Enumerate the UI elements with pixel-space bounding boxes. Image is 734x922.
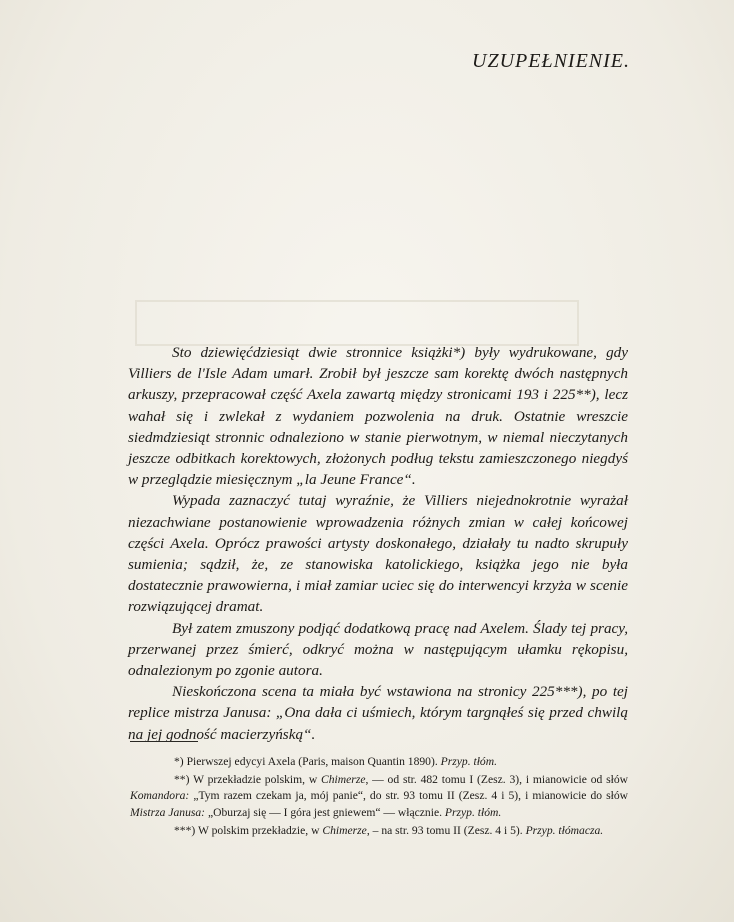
footnote-2-text-b: , — od str. 482 tomu I (Zesz. 3), i mianowicie od słów [365,773,628,787]
footnote-3-signature: Przyp. tłómacza. [525,823,604,837]
footnote-2-speaker-2: Mistrza Janusa: [130,805,206,819]
footnote-3-work: Chimerze [322,823,367,837]
footnote-3-text-b: , – na str. 93 tomu II (Zesz. 4 i 5). [366,823,523,837]
paragraph-2: Wypada zaznaczyć tutaj wyraźnie, że Villiers niejednokrotnie wyrażał niezachwiane postanowienie wprowadzenia różnych zmian w całej końcowej części Axela. Oprócz prawości artysty doskonałego, działały tu nadto skrupuły sumienia; sądził, że, ze stanowiska katolickiego, książka jego nie była dostatecznie prawowierna, i miał zamiar uciec się do interwencyi krzyża w scenie rozwiązującej dramat. [128,492,628,616]
footnote-3-text-a: W polskim przekładzie, w [197,823,320,837]
footnote-1-signature: Przyp. tłóm. [440,755,497,768]
body-text [128,342,628,745]
footnotes [130,754,628,841]
footnote-1-marker: *) [174,755,184,768]
footnote-2-work: Chimerze [321,773,366,787]
paragraph-3: Był zatem zmuszony podjąć dodatkową pracę nad Axelem. Ślady tej pracy, przerwanej przez śmierć, odkryć można w następującym ułamku rękopisu, odnalezionym po zgonie autora. [128,619,628,680]
footnote-rule [130,741,198,742]
footnote-3 [130,823,628,839]
footnote-2 [130,772,628,821]
footnote-2-text-d: „Oburzaj się — I góra jest gniewem“ — włącznie. [207,805,442,819]
footnote-2-text-a: W przekładzie polskim, w [193,773,318,787]
footnote-2-text-c: „Tym razem czekam ja, mój panie“, do str. 93 tomu II (Zesz. 4 i 5), i mianowicie do słów [193,789,629,803]
footnote-2-signature: Przyp. tłóm. [444,805,502,819]
footnote-1-text: Pierwszej edycyi Axela (Paris, maison Quantin 1890). [186,755,438,768]
footnote-2-speaker-1: Komandora: [130,789,190,803]
bleed-through-frame [135,300,579,346]
paragraph-1: Sto dziewięćdziesiąt dwie stronnice książki*) były wydrukowane, gdy Villiers de l'Isle Adam umarł. Zrobił był jeszcze sam korektę dwóch następnych arkuszy, przepracował część Axela zawartą między stronicami 193 i 225**), lecz wahał się i zwlekał z wydaniem pozwolenia na druk. Ostatnie wreszcie siedmdziesiąt stronnic odnaleziono w stanie pierwotnym, w niemal nieczytanych jeszcze odbitkach korektowych, złożonych podług tekstu zamieszczonego niegdyś w przeglądzie miesięcznym „la Jeune France“. [128,344,628,489]
footnote-1 [130,754,628,770]
footnote-3-marker: ***) [174,823,196,837]
paragraph-4: Nieskończona scena ta miała być wstawiona na stronicy 225***), po tej replice mistrza Janusa: „Ona dała ci uśmiech, którym targnąłeś się przed chwilą na jej godność macierzyńską“. [128,683,628,743]
page-title: UZUPEŁNIENIE. [472,50,630,72]
footnote-2-marker: **) [174,773,190,787]
